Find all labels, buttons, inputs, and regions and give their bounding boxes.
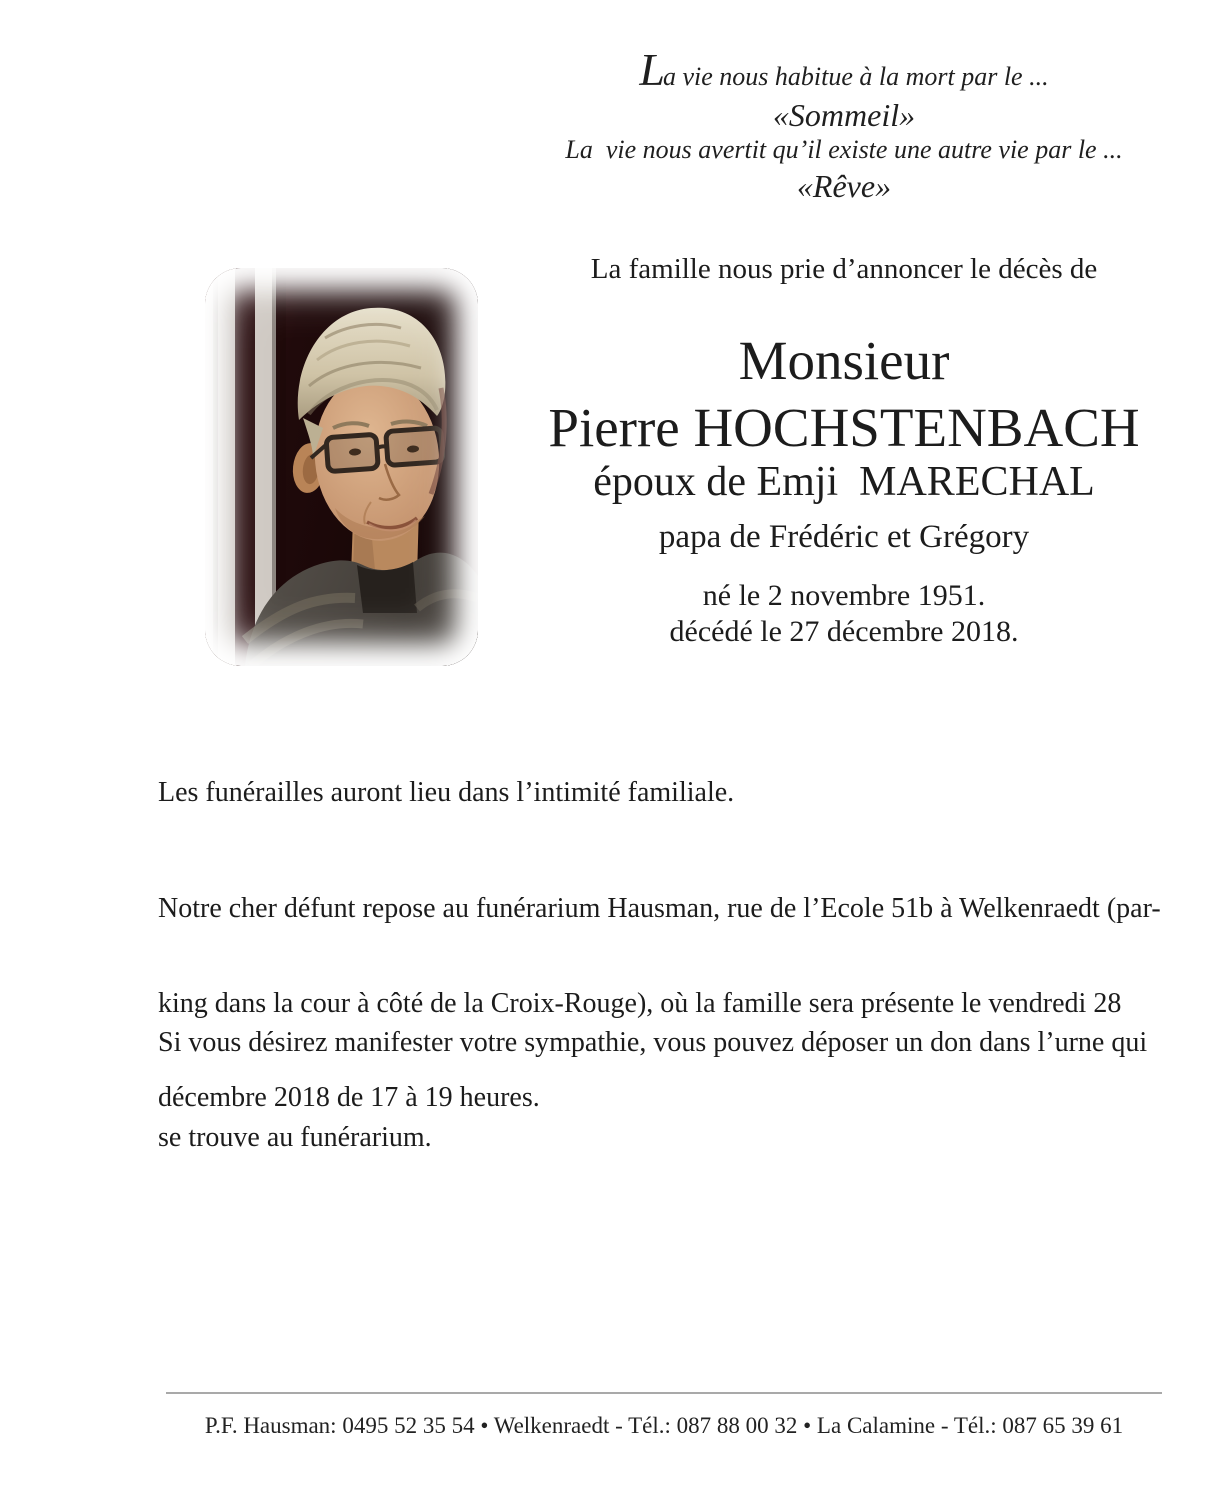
- paragraph-funerarium-line-1: Notre cher défunt repose au funérarium Hausman, rue de l’Ecole 51b à Welkenraedt (par-: [158, 893, 1161, 924]
- epigraph-word-sommeil: «Sommeil»: [772, 97, 916, 133]
- epigraph-word-reve: «Rêve»: [796, 168, 892, 204]
- deceased-title: Monsieur: [738, 330, 950, 391]
- birth-date-line: né le 2 novembre 1951.: [702, 579, 986, 612]
- announcement-intro: La famille nous prie d’annoncer le décès de: [590, 253, 1098, 285]
- paragraph-donation-line-2: se trouve au funérarium.: [158, 1121, 432, 1153]
- epigraph-line-1-text: a vie nous habitue à la mort par le ...: [662, 62, 1049, 91]
- spouse-line: époux de Emji MARECHAL: [593, 459, 1095, 505]
- portrait-photo: [205, 268, 478, 666]
- footer-divider: [166, 1392, 1162, 1394]
- epigraph-drop-cap: L: [639, 44, 663, 95]
- paragraph-funerarium-line-3: décembre 2018 de 17 à 19 heures.: [158, 1082, 540, 1113]
- paragraph-funerarium-line-2: king dans la cour à côté de la Croix-Rouge), où la famille sera présente le vendredi 28: [158, 987, 1122, 1019]
- paragraph-donation: [158, 964, 1168, 1216]
- death-date-line: décédé le 27 décembre 2018.: [669, 615, 1019, 648]
- children-line: papa de Frédéric et Grégory: [658, 519, 1030, 555]
- funeral-home-contact: P.F. Hausman: 0495 52 35 54 • Welkenraedt - Tél.: 087 88 00 32 • La Calamine - Tél.: 087 65 39 61: [204, 1413, 1124, 1438]
- epigraph-line-3: La vie nous avertit qu’il existe une autre vie par le ...: [565, 135, 1123, 164]
- paragraph-funeral-privacy: Les funérailles auront lieu dans l’intimité familiale.: [158, 777, 735, 808]
- epigraph-line-1: [444, 44, 1214, 95]
- paragraph-donation-line-1: Si vous désirez manifester votre sympathie, vous pouvez déposer un don dans l’urne qui: [158, 1027, 1148, 1058]
- deceased-name: Pierre HOCHSTENBACH: [548, 397, 1140, 458]
- portrait-illustration: [205, 268, 478, 666]
